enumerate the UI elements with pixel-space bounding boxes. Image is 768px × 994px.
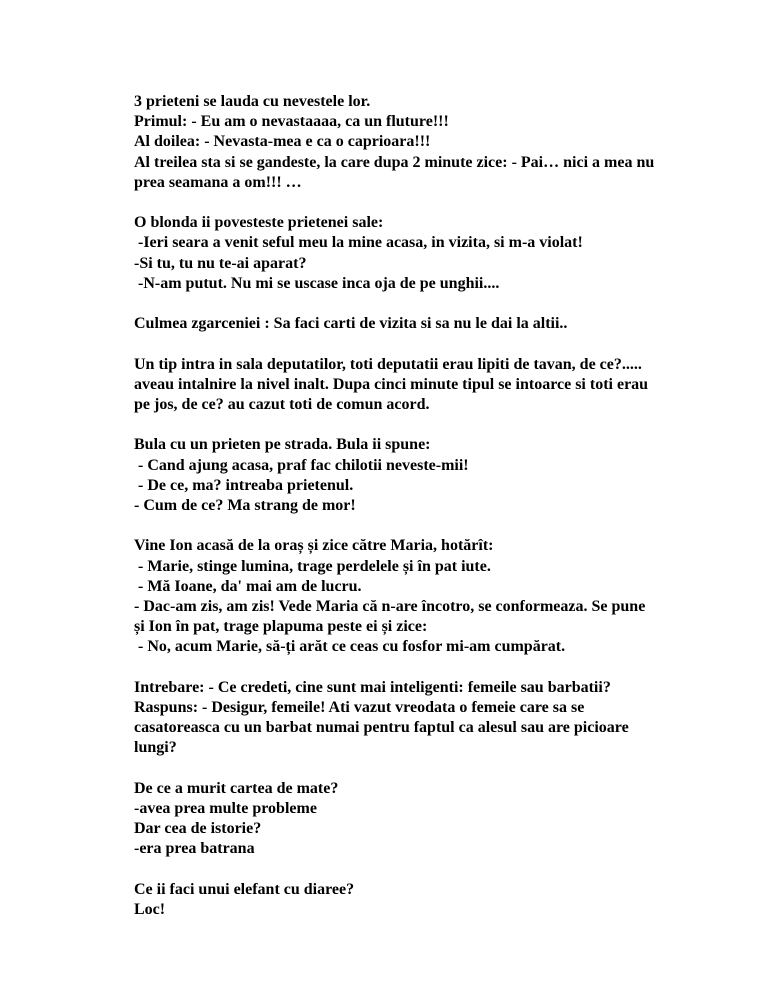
text-line: aveau intalnire la nivel inalt. Dupa cinci minute tipul se intoarce si toti erau bbox=[134, 375, 649, 393]
text-line: prea seamana a om!!! … bbox=[134, 173, 302, 191]
paragraph-joke-6 bbox=[134, 536, 724, 657]
text-line: lungi? bbox=[134, 739, 177, 757]
paragraph-joke-8 bbox=[134, 779, 724, 860]
text-line: - Marie, stinge lumina, trage perdelele și în pat iute. bbox=[134, 557, 491, 575]
text-line: Vine Ion acasă de la oraș și zice către Maria, hotărît: bbox=[134, 537, 494, 555]
paragraph-joke-4 bbox=[134, 355, 724, 416]
text-line: Intrebare: - Ce credeti, cine sunt mai inteligenti: femeile sau barbatii? bbox=[134, 678, 611, 696]
text-line: -avea prea multe probleme bbox=[134, 800, 317, 817]
text-line: Culmea zgarceniei : Sa faci carti de vizita si sa nu le dai la altii.. bbox=[134, 315, 568, 333]
text-line: 3 prieteni se lauda cu nevestele lor. bbox=[134, 93, 371, 110]
text-line: - Dac-am zis, am zis! Vede Maria că n-are încotro, se conformeaza. Se pune bbox=[134, 598, 646, 615]
text-line: Primul: - Eu am o nevastaaaa, ca un fluture!!! bbox=[134, 113, 449, 131]
text-line: - Mă Ioane, da' mai am de lucru. bbox=[134, 577, 362, 595]
text-line: Bula cu un prieten pe strada. Bula ii spune: bbox=[134, 436, 431, 454]
text-line: - Cum de ce? Ma strang de mor! bbox=[134, 497, 356, 514]
paragraph-joke-1 bbox=[134, 92, 724, 193]
document-page bbox=[134, 92, 724, 940]
text-line: - De ce, ma? intreaba prietenul. bbox=[134, 476, 354, 494]
text-line: Un tip intra in sala deputatilor, toti deputatii erau lipiti de tavan, de ce?..... bbox=[134, 355, 642, 373]
paragraph-joke-7 bbox=[134, 678, 724, 759]
text-line: -era prea batrana bbox=[134, 840, 255, 858]
text-line: De ce a murit cartea de mate? bbox=[134, 779, 339, 797]
text-line: Al treilea sta si se gandeste, la care dupa 2 minute zice: - Pai… nici a mea nu bbox=[134, 153, 655, 171]
text-line: - Cand ajung acasa, praf fac chilotii neveste-mii! bbox=[134, 456, 469, 474]
text-line: casatoreasca cu un barbat numai pentru faptul ca alesul sau are picioare bbox=[134, 719, 629, 737]
paragraph-joke-2 bbox=[134, 213, 724, 294]
paragraph-joke-3 bbox=[134, 314, 724, 334]
text-line: Loc! bbox=[134, 901, 166, 918]
text-line: Ce ii faci unui elefant cu diaree? bbox=[134, 880, 355, 898]
text-line: - No, acum Marie, să-ți arăt ce ceas cu fosfor mi-am cumpărat. bbox=[134, 638, 566, 656]
text-line: O blonda ii povesteste prietenei sale: bbox=[134, 214, 384, 232]
text-line: Raspuns: - Desigur, femeile! Ati vazut vreodata o femeie care sa se bbox=[134, 699, 585, 716]
text-line: pe jos, de ce? au cazut toti de comun acord. bbox=[134, 396, 430, 413]
paragraph-joke-9 bbox=[134, 880, 724, 920]
text-line: -N-am putut. Nu mi se uscase inca oja de pe unghii.... bbox=[134, 274, 500, 292]
text-line: -Ieri seara a venit seful meu la mine acasa, in vizita, si m-a violat! bbox=[134, 234, 583, 252]
text-line: și Ion în pat, trage plapuma peste ei și zice: bbox=[134, 618, 428, 636]
text-line: -Si tu, tu nu te-ai aparat? bbox=[134, 254, 307, 272]
paragraph-joke-5 bbox=[134, 435, 724, 516]
text-line: Dar cea de istorie? bbox=[134, 820, 262, 838]
text-line: Al doilea: - Nevasta-mea e ca o caprioara!!! bbox=[134, 133, 431, 151]
